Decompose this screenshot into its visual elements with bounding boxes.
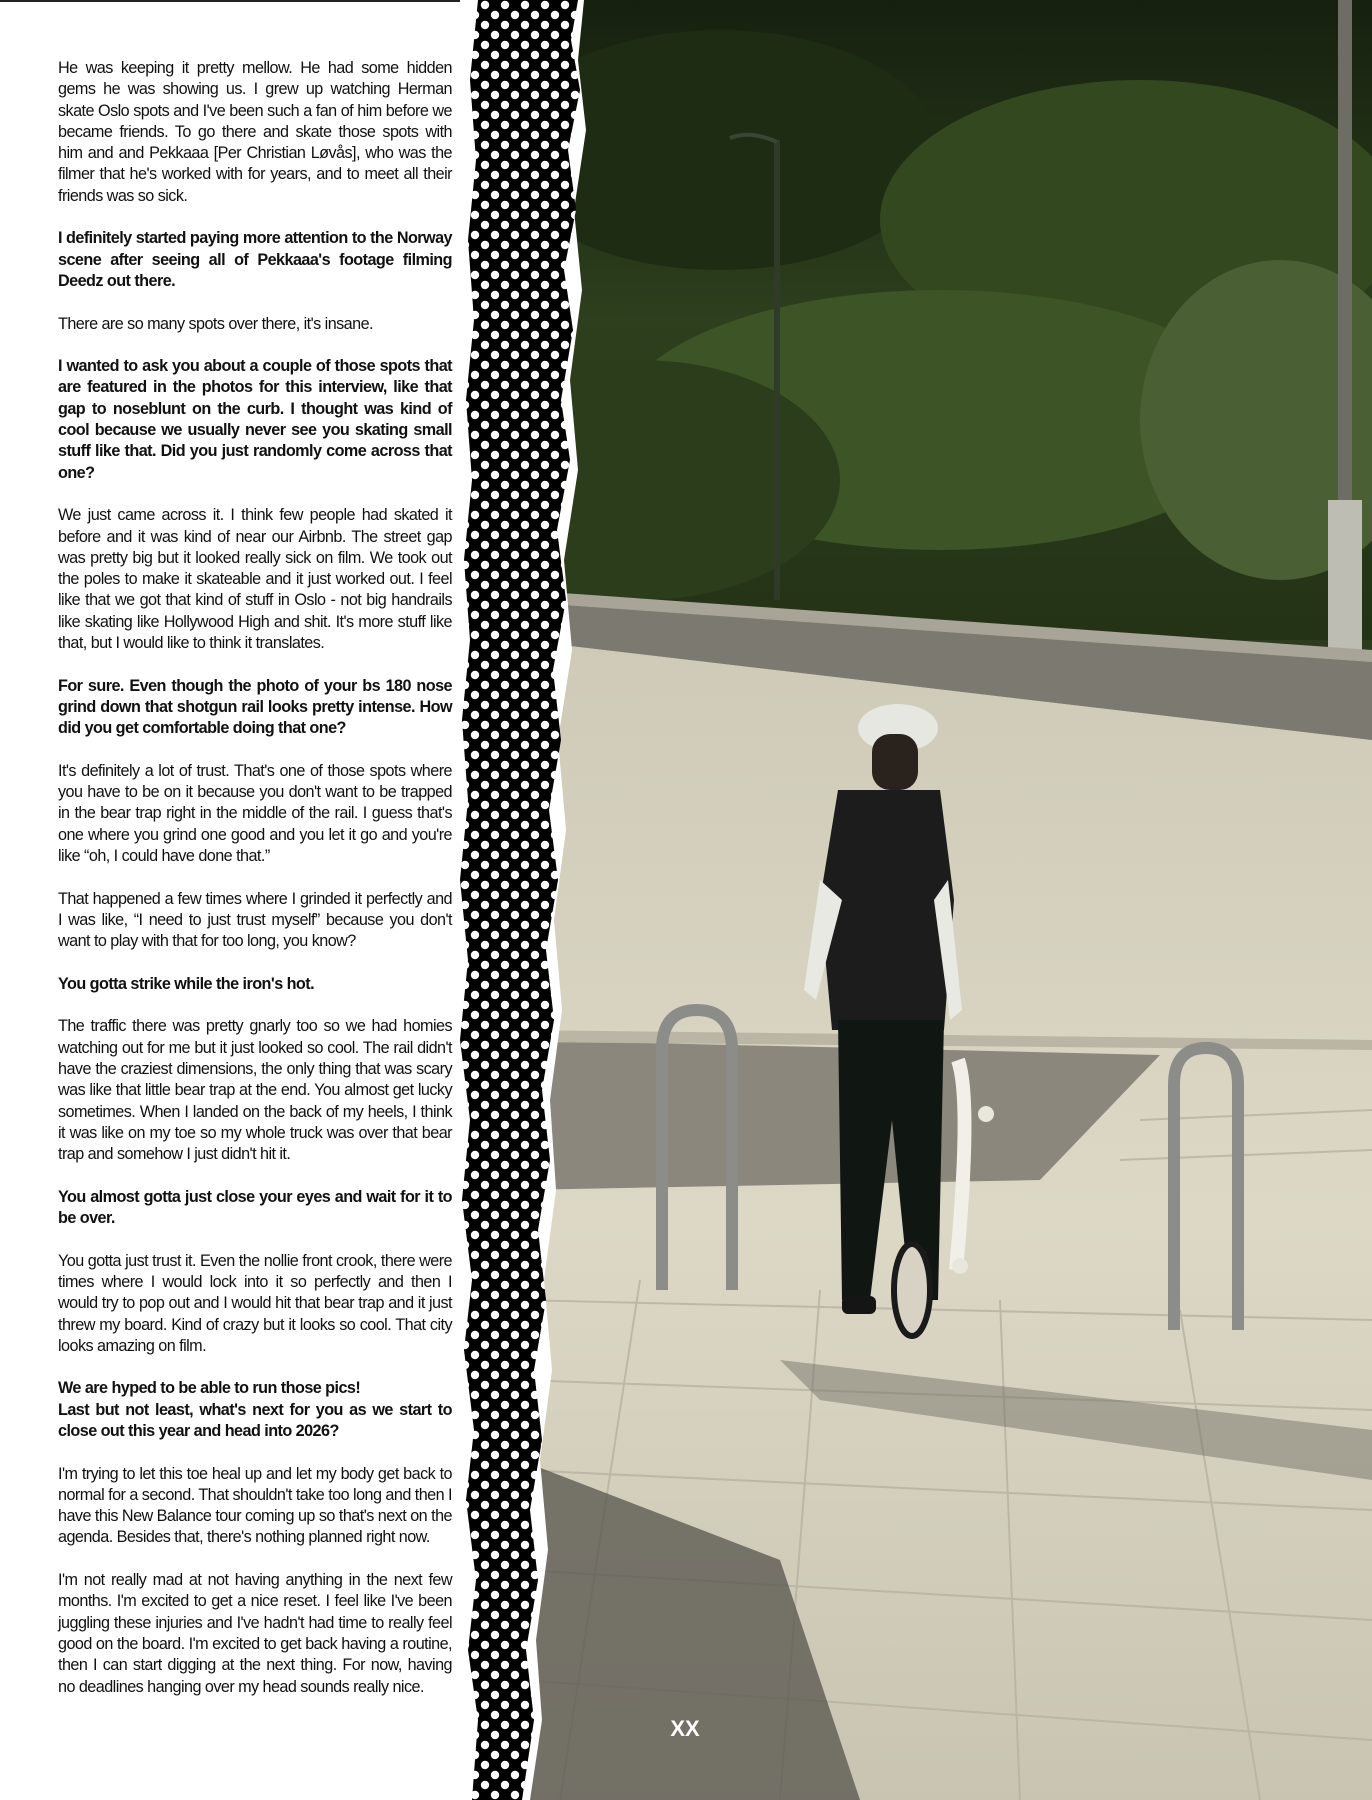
article-paragraph: That happened a few times where I grinded it perfectly and I was like, “I need to just trust myself” because you don't want to play with that for too long, you know?: [58, 889, 452, 951]
interview-question: I definitely started paying more attention to the Norway scene after seeing all of Pekkaaa's footage filming Deedz out there.: [58, 229, 452, 290]
interview-question: We are hyped to be able to run those pics! Last but not least, what's next for you as we start to close out this year and head into 2026?: [58, 1379, 452, 1440]
interview-question: I wanted to ask you about a couple of those spots that are featured in the photos for this interview, like that gap to noseblunt on the curb. I thought was kind of cool because we usually never see you skating small stuff like that. Did you just randomly come across that one?: [58, 357, 452, 482]
article-paragraph: It's definitely a lot of trust. That's one of those spots where you have to be on it because you don't want to be trapped in the bear trap right in the middle of the rail. I guess that's one where you grind one good and you let it go and you're like “oh, I could have done that.”: [58, 761, 452, 865]
article-paragraph: The traffic there was pretty gnarly too so we had homies watching out for me but it just looked so cool. The rail didn't have the craziest dimensions, the only thing that was scary was like that little bear trap at the end. You almost get lucky sometimes. When I landed on the back of my heels, I think it was like on my toe so my whole truck was over that bear trap and somehow I just didn't hit it.: [58, 1017, 452, 1164]
skater-photo: [520, 0, 1372, 1800]
interview-question: You almost gotta just close your eyes and wait for it to be over.: [58, 1187, 452, 1228]
polka-dot-torn-strip: [460, 0, 600, 1800]
article-paragraph: I'm trying to let this toe heal up and let my body get back to normal for a second. That shouldn't take too long and then I have this New Balance tour coming up so that's next on the agenda. Besides that, there's nothing planned right now.: [58, 1464, 452, 1547]
interview-question: You gotta strike while the iron's hot.: [58, 974, 315, 993]
article-paragraph: We just came across it. I think few people had skated it before and it was kind of near our Airbnb. The street gap was pretty big but it looked really sick on film. We took out the poles to make it skateable and it just worked out. I feel like that we got that kind of stuff in Oslo - not big handrails like skating like Hollywood High and shit. It's more stuff like that, but I would like to think it translates.: [58, 506, 452, 653]
article-paragraph: I'm not really mad at not having anything in the next few months. I'm excited to get a nice reset. I feel like I've been juggling these injuries and I've hadn't had time to really feel good on the board. I'm excited to get back having a routine, then I can start digging at the next thing. For now, having no deadlines hanging over my head sounds really nice.: [58, 1571, 452, 1696]
interview-question: For sure. Even though the photo of your bs 180 nose grind down that shotgun rail looks pretty intense. How did you get comfortable doing that one?: [58, 676, 452, 738]
article-paragraph: You gotta just trust it. Even the nollie front crook, there were times where I would lock into it so perfectly and then I would try to pop out and I would hit that bear trap and it just threw my board. Kind of crazy but it looks so cool. That city looks amazing on film.: [58, 1251, 452, 1355]
article-paragraph: He was keeping it pretty mellow. He had some hidden gems he was showing us. I grew up watching Herman skate Oslo spots and I've been such a fan of him before we became friends. To go there and skate those spots with him and and Pekkaaa [Per Christian Løvås], who was the filmer that he's worked with for years, and to meet all their friends was so sick.: [58, 59, 452, 205]
page-number: XX: [670, 1716, 700, 1741]
article-body: [58, 58, 452, 1719]
article-paragraph: There are so many spots over there, it's insane.: [58, 314, 373, 333]
